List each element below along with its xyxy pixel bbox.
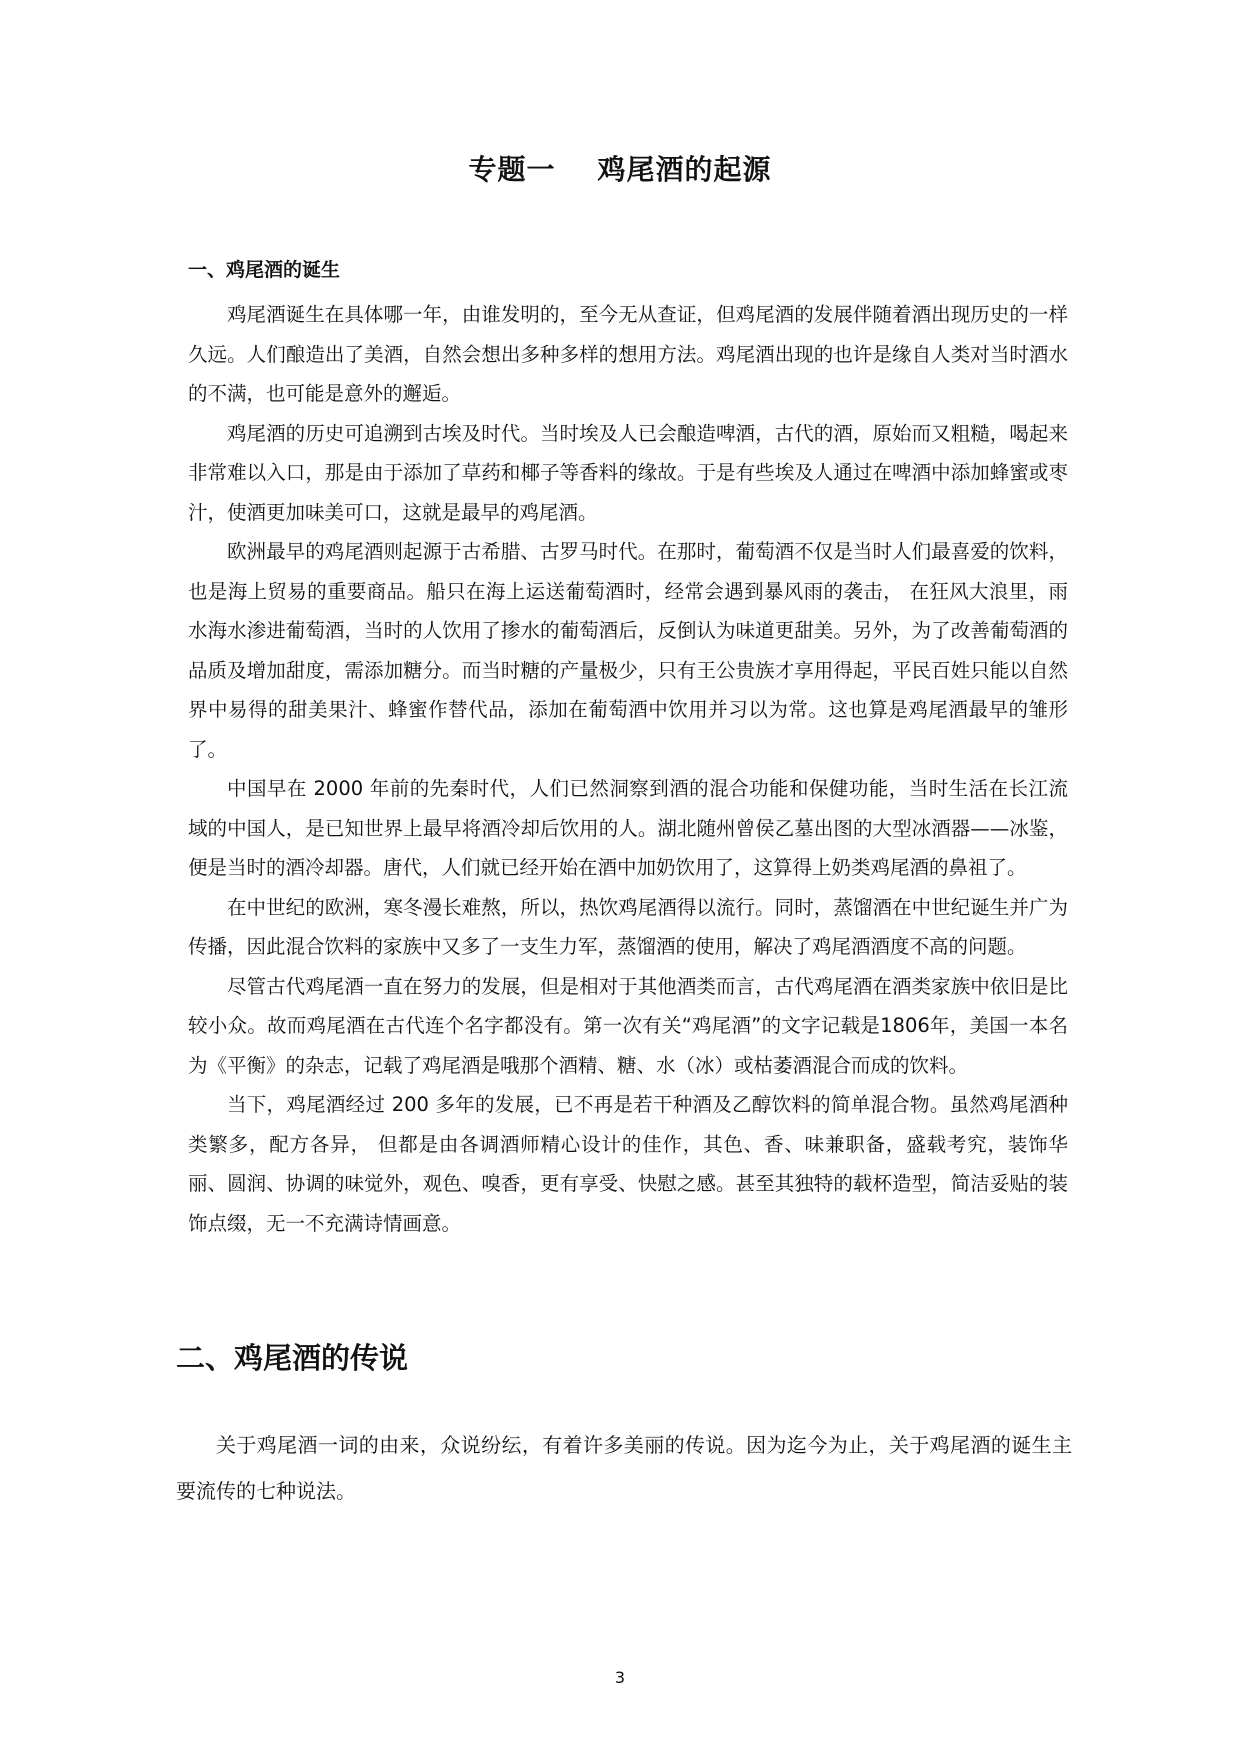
section-legends — [176, 1422, 1072, 1514]
section-origin — [188, 255, 1068, 1243]
page-number: 3 — [614, 1668, 626, 1687]
paragraph: 鸡尾酒的历史可追溯到古埃及时代。当时埃及人已会酿造啤酒，古代的酒，原始而又粗糙，喝起来非常难以入口，那是由于添加了草药和椰子等香料的缘故。于是有些埃及人通过在啤酒中添加蜂蜜或枣汁，使酒更加味美可口，这就是最早的鸡尾酒。 — [188, 421, 1068, 524]
paragraph: 在中世纪的欧洲，寒冬漫长难熬，所以，热饮鸡尾酒得以流行。同时，蒸馏酒在中世纪诞生并广为传播，因此混合饮料的家族中又多了一支生力军，蒸馏酒的使用，解决了鸡尾酒酒度不高的问题。 — [188, 895, 1068, 958]
paragraph: 中国早在 2000 年前的先秦时代，人们已然洞察到酒的混合功能和保健功能，当时生活在长江流域的中国人，是已知世界上最早将酒冷却后饮用的人。湖北随州曾侯乙墓出图的大型冰酒器——冰鉴，便是当时的酒冷却器。唐代，人们就已经开始在酒中加奶饮用了，这算得上奶类鸡尾酒的鼻祖了。 — [188, 777, 1068, 879]
paragraph: 当下，鸡尾酒经过 200 多年的发展，已不再是若干种酒及乙醇饮料的简单混合物。虽然鸡尾酒种类繁多，配方各异， 但都是由各调酒师精心设计的佳作，其色、香、味兼职备，盛载考究，装饰华丽、圆润、协调的味觉外，观色、嗅香，更有享受、快慰之感。甚至其独特的载杯造型，简洁妥贴的装饰点缀，无一不充满诗情画意。 — [188, 1093, 1068, 1235]
title-topic-label: 专题一 — [468, 153, 556, 186]
title-topic-name: 鸡尾酒的起源 — [597, 153, 772, 186]
paragraph: 尽管古代鸡尾酒一直在努力的发展，但是相对于其他酒类而言，古代鸡尾酒在酒类家族中依旧是比较小众。故而鸡尾酒在古代连个名字都没有。第一次有关“鸡尾酒”的文字记载是1806年，美国一本名为《平衡》的杂志，记载了鸡尾酒是哦那个酒精、糖、水（冰）或枯萎酒混合而成的饮料。 — [188, 974, 1068, 1077]
paragraph: 欧洲最早的鸡尾酒则起源于古希腊、古罗马时代。在那时，葡萄酒不仅是当时人们最喜爱的饮料，也是海上贸易的重要商品。船只在海上运送葡萄酒时，经常会遇到暴风雨的袭击， 在狂风大浪里，雨水海水渗进葡萄酒，当时的人饮用了掺水的葡萄酒后，反倒认为味道更甜美。另外，为了改善葡萄酒的品质及增加甜度，需添加糖分。而当时糖的产量极少，只有王公贵族才享用得起，平民百姓只能以自然界中易得的甜美果汁、蜂蜜作替代品，添加在葡萄酒中饮用并习以为常。这也算是鸡尾酒最早的雏形了。 — [188, 540, 1068, 761]
paragraph: 关于鸡尾酒一词的由来，众说纷纭，有着许多美丽的传说。因为迄今为止，关于鸡尾酒的诞生主要流传的七种说法。 — [176, 1433, 1072, 1503]
page-title — [0, 148, 1240, 188]
section-heading-legends: 二、鸡尾酒的传说 — [176, 1341, 409, 1375]
paragraph: 鸡尾酒诞生在具体哪一年，由谁发明的，至今无从查证，但鸡尾酒的发展伴随着酒出现历史的一样久远。人们酿造出了美酒，自然会想出多种多样的想用方法。鸡尾酒出现的也许是缘自人类对当时酒水的不满，也可能是意外的邂逅。 — [188, 303, 1068, 405]
section-heading: 一、鸡尾酒的诞生 — [188, 259, 341, 281]
